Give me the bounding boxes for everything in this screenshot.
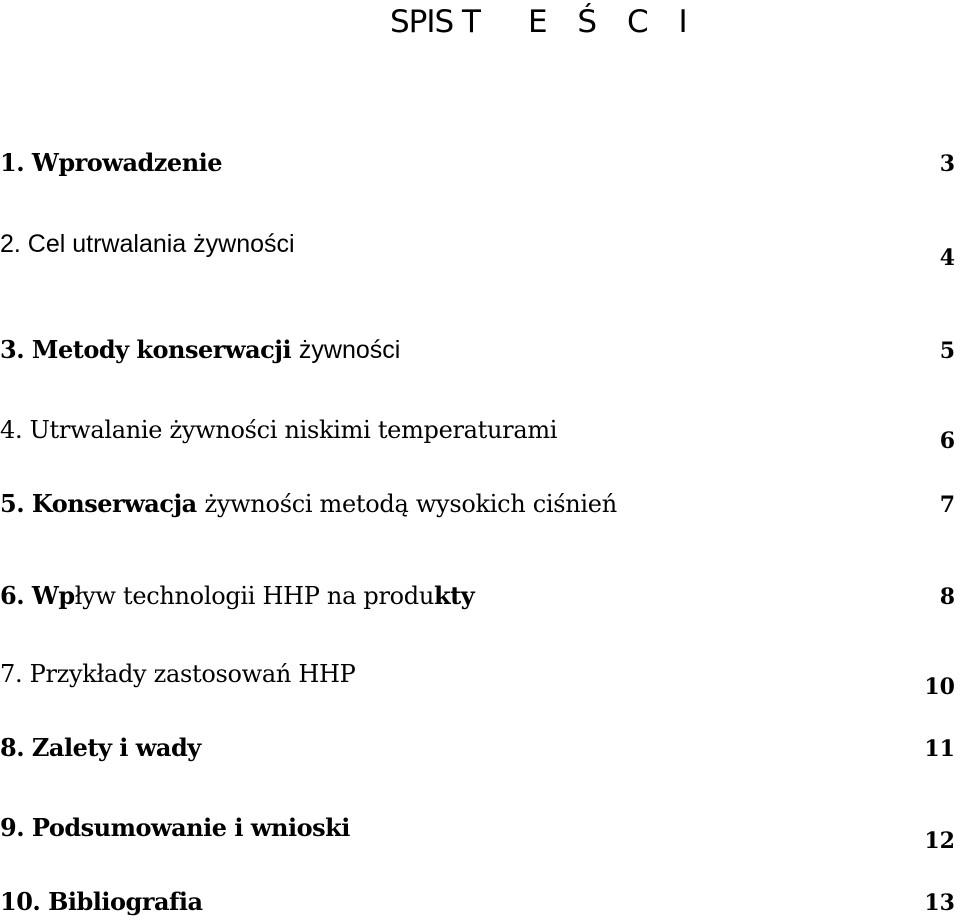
toc-entry-4[interactable]	[0, 415, 557, 445]
toc-entry-3-text-bold: 3. Metody konserwacji	[0, 335, 299, 364]
page-title	[390, 4, 698, 40]
toc-page-3: 5	[939, 338, 955, 364]
toc-entry-4-text: 4. Utrwalanie żywności niskimi temperaturami	[0, 416, 558, 444]
toc-entry-6[interactable]	[0, 581, 474, 611]
toc-page-2: 4	[939, 245, 955, 271]
toc-page-4: 6	[939, 428, 955, 454]
toc-page-6: 8	[939, 584, 955, 610]
toc-entry-1[interactable]	[0, 148, 222, 178]
toc-entry-2-text: 2. Cel utrwalania żywności	[0, 230, 295, 258]
toc-entry-6-text: ływ technologii HHP na produ	[74, 582, 435, 610]
toc-entry-10-text: 10. Bibliografia	[0, 887, 203, 916]
toc-entry-9-text: 9. Podsumowanie i wnioski	[0, 813, 350, 842]
toc-page-9: 12	[924, 828, 955, 854]
title-part-2: E Ś C I	[527, 4, 698, 40]
toc-entry-8-text: 8. Zalety i wady	[0, 733, 201, 762]
toc-entry-2[interactable]	[0, 229, 295, 259]
toc-entry-7[interactable]	[0, 659, 356, 689]
toc-entry-1-text: 1. Wprowadzenie	[0, 148, 223, 177]
toc-page-5: 7	[939, 492, 955, 518]
toc-entry-8[interactable]	[0, 733, 201, 763]
toc-page-1: 3	[939, 151, 955, 177]
toc-entry-3-text: żywności	[298, 336, 401, 364]
toc-page-7: 10	[924, 674, 955, 700]
toc-entry-3[interactable]	[0, 335, 400, 365]
title-part-1: SPIS T	[390, 4, 480, 40]
toc-entry-6-text-bold-b: kty	[434, 581, 475, 610]
toc-entry-5[interactable]	[0, 489, 617, 519]
toc-page-8: 11	[924, 736, 955, 762]
toc-entry-9[interactable]	[0, 813, 350, 843]
toc-entry-5-text-bold: 5. Konserwacja	[0, 489, 205, 518]
toc-entry-5-text: żywności metodą wysokich ciśnień	[204, 490, 617, 518]
toc-page-10: 13	[924, 890, 955, 916]
toc-entry-7-text: 7. Przykłady zastosowań HHP	[0, 660, 356, 688]
toc-entry-6-text-bold-a: 6. Wp	[0, 581, 75, 610]
toc-entry-10[interactable]	[0, 887, 203, 917]
